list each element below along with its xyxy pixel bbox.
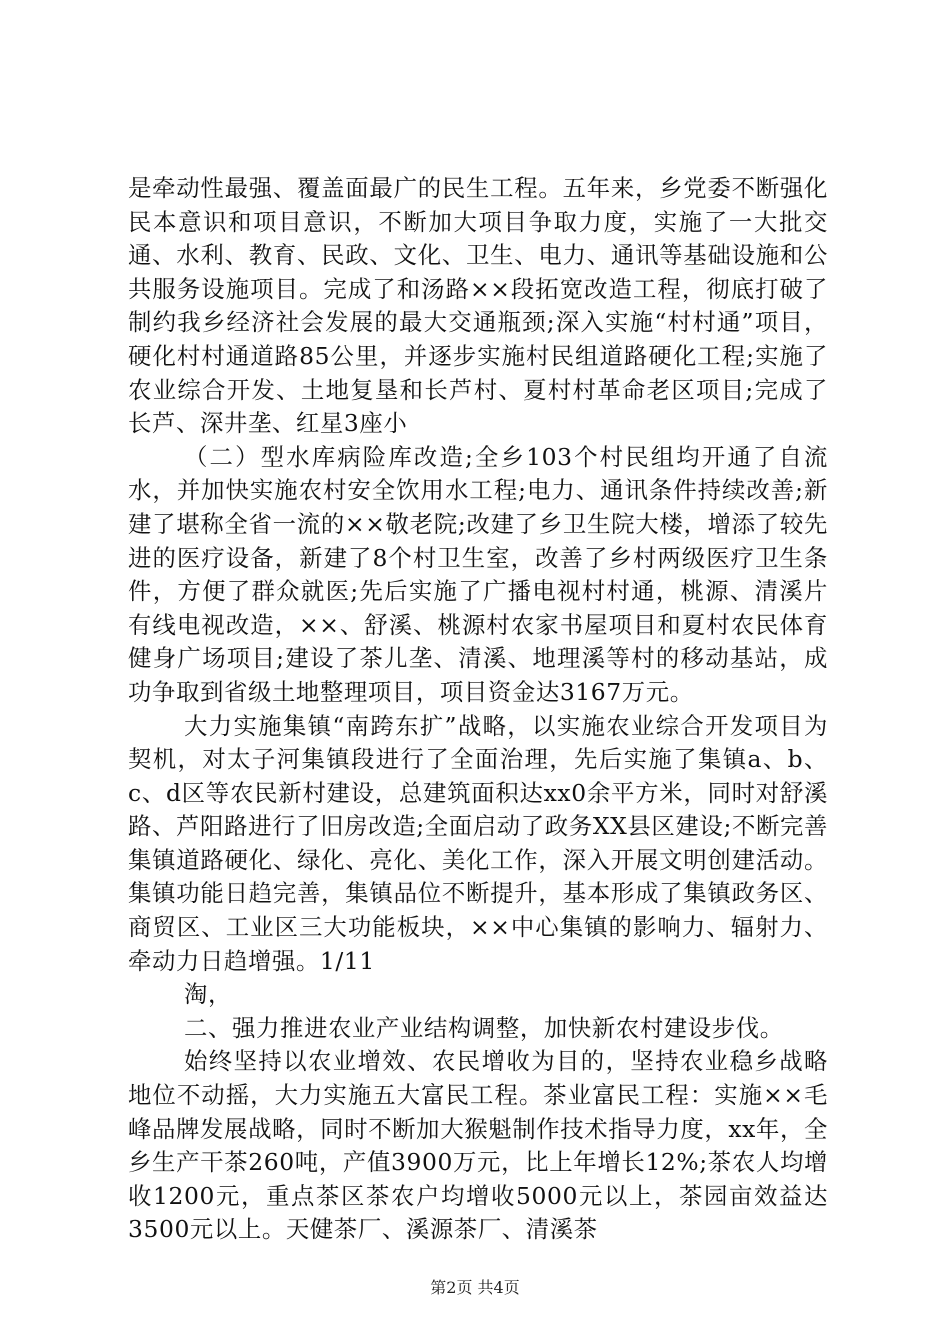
section-heading: 二、强力推进农业产业结构调整，加快新农村建设步伐。 (184, 1013, 784, 1042)
paragraph-5: 始终坚持以农业增效、农民增收为目的，坚持农业稳乡战略地位不动摇，大力实施五大富民工程。茶业富民工程：实施××毛峰品牌发展战略，同时不断加大猴魁制作技术指导力度，xx年，全乡生产干茶260吨，产值3900万元，比上年增长12%;茶农人均增收1200元，重点茶区茶农户均增收5000元以上，茶园亩效益达3500元以上。天健茶厂、溪源茶厂、清溪茶 (128, 1047, 828, 1244)
paragraph-4: 淘， (184, 980, 232, 1009)
page-footer: 第2页 共4页 (430, 1278, 520, 1297)
paragraph-2: （二）型水库病险库改造;全乡103个村民组均开通了自流水，并加快实施农村安全饮用水工程;电力、通讯条件持续改善;新建了堪称全省一流的××敬老院;改建了乡卫生院大楼，增添了较先进的医疗设备，新建了8个村卫生室，改善了乡村两级医疗卫生条件，方便了群众就医;先后实施了广播电视村村通，桃源、清溪片有线电视改造，××、舒溪、桃源村农家书屋项目和夏村农民体育健身广场项目;建设了茶儿垄、清溪、地理溪等村的移动基站，成功争取到省级土地整理项目，项目资金达3167万元。 (128, 442, 828, 706)
paragraph-3: 大力实施集镇“南跨东扩”战略，以实施农业综合开发项目为契机，对太子河集镇段进行了全面治理，先后实施了集镇a、b、c、d区等农民新村建设，总建筑面积达xx0余平方米，同时对舒溪路、芦阳路进行了旧房改造;全面启动了政务XX县区建设;不断完善集镇道路硬化、绿化、亮化、美化工作，深入开展文明创建活动。集镇功能日趋完善，集镇品位不断提升，基本形成了集镇政务区、商贸区、工业区三大功能板块，××中心集镇的影响力、辐射力、牵动力日趋增强。1/11 (128, 711, 828, 975)
paragraph-1: 是牵动性最强、覆盖面最广的民生工程。五年来，乡党委不断强化民本意识和项目意识，不断加大项目争取力度，实施了一大批交通、水利、教育、民政、文化、卫生、电力、通讯等基础设施和公共服务设施项目。完成了和汤路××段拓宽改造工程，彻底打破了制约我乡经济社会发展的最大交通瓶颈;深入实施“村村通”项目，硬化村村通道路85公里，并逐步实施村民组道路硬化工程;实施了农业综合开发、土地复垦和长芦村、夏村村革命老区项目;完成了长芦、深井垄、红星3座小 (128, 174, 828, 438)
document-body (128, 172, 828, 1247)
